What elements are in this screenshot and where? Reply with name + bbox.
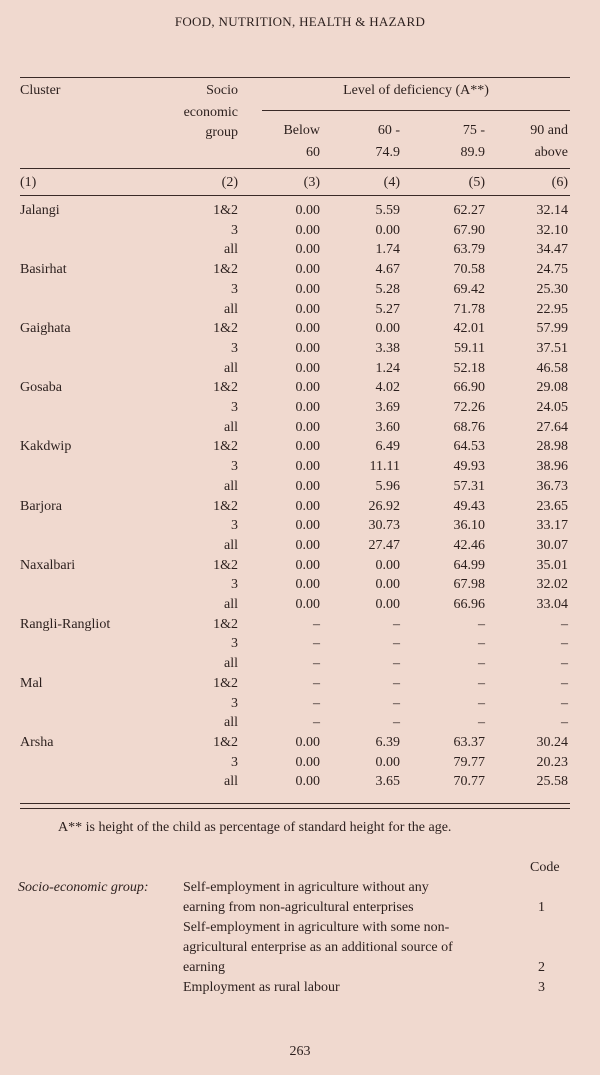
deficiency-value: 0.00 [295, 499, 320, 514]
header-bottom-rule [20, 168, 570, 169]
deficiency-value: 4.02 [375, 380, 400, 395]
socio-group: 1&2 [213, 380, 238, 395]
deficiency-value: 33.17 [536, 518, 568, 533]
header-subrule [262, 110, 570, 111]
header-socio-1: Socio [206, 83, 238, 98]
deficiency-value: – [478, 617, 485, 632]
socio-group: all [224, 479, 238, 494]
socio-group: 3 [231, 577, 238, 592]
deficiency-value: 24.75 [536, 262, 568, 277]
col-number-3: (3) [303, 175, 320, 190]
deficiency-value: 0.00 [295, 242, 320, 257]
cluster-name: Jalangi [20, 203, 60, 218]
cluster-name: Basirhat [20, 262, 67, 277]
deficiency-value: – [478, 715, 485, 730]
socio-group: all [224, 774, 238, 789]
deficiency-value: 5.27 [375, 302, 400, 317]
header-cluster: Cluster [20, 83, 61, 98]
deficiency-value: 0.00 [375, 755, 400, 770]
deficiency-value: 22.95 [536, 302, 568, 317]
legend-label: Socio-economic group: [18, 880, 149, 895]
deficiency-value: 11.11 [369, 459, 400, 474]
socio-group: 1&2 [213, 499, 238, 514]
legend-line: earning from non-agricultural enterprises [183, 900, 414, 915]
deficiency-value: 0.00 [295, 735, 320, 750]
deficiency-value: 3.65 [375, 774, 400, 789]
deficiency-value: 46.58 [536, 361, 568, 376]
legend-code: 1 [538, 900, 545, 915]
deficiency-value: 28.98 [536, 439, 568, 454]
socio-group: 3 [231, 341, 238, 356]
deficiency-value: – [478, 676, 485, 691]
deficiency-value: 0.00 [295, 774, 320, 789]
deficiency-value: 0.00 [295, 479, 320, 494]
header-90-1: 90 and [530, 123, 568, 138]
socio-group: 3 [231, 400, 238, 415]
deficiency-value: 30.73 [368, 518, 400, 533]
deficiency-value: 0.00 [295, 439, 320, 454]
deficiency-value: 25.30 [536, 282, 568, 297]
deficiency-value: – [393, 636, 400, 651]
deficiency-value: 34.47 [536, 242, 568, 257]
deficiency-value: 49.93 [453, 459, 485, 474]
deficiency-value: 1.74 [375, 242, 400, 257]
deficiency-value: 0.00 [375, 321, 400, 336]
deficiency-value: – [313, 696, 320, 711]
code-header: Code [530, 860, 560, 875]
deficiency-value: 0.00 [295, 361, 320, 376]
deficiency-value: 0.00 [375, 558, 400, 573]
deficiency-value: 0.00 [295, 755, 320, 770]
header-level: Level of deficiency (A**) [343, 83, 489, 98]
deficiency-value: 64.53 [453, 439, 485, 454]
deficiency-value: 0.00 [295, 459, 320, 474]
deficiency-value: 0.00 [295, 380, 320, 395]
deficiency-value: 27.64 [536, 420, 568, 435]
deficiency-value: 70.77 [453, 774, 485, 789]
deficiency-value: – [393, 696, 400, 711]
deficiency-value: 0.00 [375, 223, 400, 238]
socio-group: all [224, 656, 238, 671]
cluster-name: Barjora [20, 499, 62, 514]
cluster-name: Naxalbari [20, 558, 76, 573]
deficiency-value: 5.59 [375, 203, 400, 218]
deficiency-value: 3.38 [375, 341, 400, 356]
deficiency-value: 25.58 [536, 774, 568, 789]
deficiency-value: 35.01 [536, 558, 568, 573]
deficiency-value: 0.00 [295, 321, 320, 336]
deficiency-value: – [561, 617, 568, 632]
deficiency-value: 79.77 [453, 755, 485, 770]
header-75-1: 75 - [462, 123, 485, 138]
deficiency-value: 67.98 [453, 577, 485, 592]
cluster-name: Mal [20, 676, 43, 691]
table-bottom-rule-2 [20, 808, 570, 809]
socio-group: 3 [231, 518, 238, 533]
deficiency-value: – [393, 656, 400, 671]
deficiency-value: 66.90 [453, 380, 485, 395]
socio-group: 3 [231, 223, 238, 238]
legend-line: agricultural enterprise as an additional source of [183, 940, 453, 955]
socio-group: all [224, 538, 238, 553]
col-number-1: (1) [20, 175, 37, 190]
deficiency-value: – [313, 715, 320, 730]
deficiency-value: 0.00 [375, 577, 400, 592]
deficiency-value: 27.47 [368, 538, 400, 553]
deficiency-value: 0.00 [295, 223, 320, 238]
header-socio-2: economic [183, 105, 238, 120]
deficiency-value: 72.26 [453, 400, 485, 415]
deficiency-value: 37.51 [536, 341, 568, 356]
col-number-2: (2) [221, 175, 238, 190]
socio-group: 1&2 [213, 676, 238, 691]
deficiency-value: – [561, 696, 568, 711]
deficiency-value: 4.67 [375, 262, 400, 277]
col-number-4: (4) [383, 175, 400, 190]
deficiency-value: 64.99 [453, 558, 485, 573]
deficiency-value: 71.78 [453, 302, 485, 317]
cluster-name: Gosaba [20, 380, 62, 395]
col-number-rule [20, 195, 570, 196]
deficiency-value: 42.46 [453, 538, 485, 553]
deficiency-value: 57.31 [453, 479, 485, 494]
socio-group: all [224, 242, 238, 257]
deficiency-value: 30.07 [536, 538, 568, 553]
socio-group: 1&2 [213, 203, 238, 218]
deficiency-value: 6.49 [375, 439, 400, 454]
table-note: A** is height of the child as percentage of standard height for the age. [58, 820, 452, 835]
cluster-name: Kakdwip [20, 439, 72, 454]
socio-group: all [224, 715, 238, 730]
legend-line: Self-employment in agriculture without any [183, 880, 429, 895]
socio-group: all [224, 597, 238, 612]
deficiency-value: 0.00 [375, 597, 400, 612]
socio-group: 3 [231, 755, 238, 770]
col-number-5: (5) [468, 175, 485, 190]
deficiency-value: – [561, 636, 568, 651]
deficiency-value: 0.00 [295, 577, 320, 592]
socio-group: all [224, 302, 238, 317]
table-bottom-rule [20, 803, 570, 804]
table-top-rule [20, 77, 570, 78]
socio-group: 1&2 [213, 439, 238, 454]
deficiency-value: 36.10 [453, 518, 485, 533]
deficiency-value: 0.00 [295, 538, 320, 553]
col-number-6: (6) [551, 175, 568, 190]
deficiency-value: – [478, 696, 485, 711]
page-number: 263 [289, 1044, 311, 1059]
deficiency-value: – [313, 636, 320, 651]
deficiency-value: – [561, 676, 568, 691]
deficiency-value: 5.96 [375, 479, 400, 494]
deficiency-value: – [393, 676, 400, 691]
legend-line: Employment as rural labour [183, 980, 340, 995]
deficiency-value: 67.90 [453, 223, 485, 238]
socio-group: 3 [231, 696, 238, 711]
deficiency-value: – [313, 676, 320, 691]
deficiency-value: – [561, 715, 568, 730]
header-below-1: Below [283, 123, 320, 138]
deficiency-value: 0.00 [295, 203, 320, 218]
deficiency-value: 3.69 [375, 400, 400, 415]
deficiency-value: 69.42 [453, 282, 485, 297]
deficiency-value: 32.02 [536, 577, 568, 592]
deficiency-value: 52.18 [453, 361, 485, 376]
deficiency-value: 32.14 [536, 203, 568, 218]
deficiency-value: 0.00 [295, 558, 320, 573]
socio-group: 3 [231, 636, 238, 651]
socio-group: 1&2 [213, 735, 238, 750]
deficiency-value: 29.08 [536, 380, 568, 395]
deficiency-value: 30.24 [536, 735, 568, 750]
deficiency-value: – [478, 636, 485, 651]
header-socio-3: group [205, 125, 238, 140]
header-75-2: 89.9 [460, 145, 485, 160]
socio-group: 1&2 [213, 617, 238, 632]
legend-line: earning [183, 960, 225, 975]
deficiency-value: 0.00 [295, 518, 320, 533]
deficiency-value: – [393, 715, 400, 730]
cluster-name: Arsha [20, 735, 54, 750]
deficiency-value: 1.24 [375, 361, 400, 376]
deficiency-value: 57.99 [536, 321, 568, 336]
cluster-name: Gaighata [20, 321, 71, 336]
deficiency-value: 5.28 [375, 282, 400, 297]
legend-code: 2 [538, 960, 545, 975]
socio-group: 1&2 [213, 558, 238, 573]
socio-group: all [224, 420, 238, 435]
socio-group: 3 [231, 459, 238, 474]
deficiency-value: 26.92 [368, 499, 400, 514]
deficiency-value: 0.00 [295, 262, 320, 277]
running-head: FOOD, NUTRITION, HEALTH & HAZARD [174, 14, 426, 29]
deficiency-value: 33.04 [536, 597, 568, 612]
deficiency-value: – [561, 656, 568, 671]
header-90-2: above [534, 145, 568, 160]
deficiency-value: 24.05 [536, 400, 568, 415]
header-below-2: 60 [306, 145, 320, 160]
deficiency-value: 63.79 [453, 242, 485, 257]
deficiency-value: 6.39 [375, 735, 400, 750]
deficiency-value: 59.11 [454, 341, 485, 356]
deficiency-value: – [313, 617, 320, 632]
deficiency-value: 0.00 [295, 341, 320, 356]
deficiency-value: 20.23 [536, 755, 568, 770]
deficiency-value: – [313, 656, 320, 671]
socio-group: 1&2 [213, 321, 238, 336]
cluster-name: Rangli-Rangliot [20, 617, 111, 632]
legend-line: Self-employment in agriculture with some non- [183, 920, 450, 935]
deficiency-value: 42.01 [453, 321, 485, 336]
deficiency-value: 62.27 [453, 203, 485, 218]
deficiency-value: 38.96 [536, 459, 568, 474]
deficiency-value: 0.00 [295, 302, 320, 317]
header-60-2: 74.9 [375, 145, 400, 160]
socio-group: all [224, 361, 238, 376]
deficiency-value: 0.00 [295, 597, 320, 612]
deficiency-value: 36.73 [536, 479, 568, 494]
socio-group: 3 [231, 282, 238, 297]
deficiency-value: 70.58 [453, 262, 485, 277]
deficiency-value: – [393, 617, 400, 632]
deficiency-value: 0.00 [295, 400, 320, 415]
deficiency-value: 32.10 [536, 223, 568, 238]
header-60-1: 60 - [377, 123, 400, 138]
deficiency-value: 0.00 [295, 420, 320, 435]
socio-group: 1&2 [213, 262, 238, 277]
deficiency-value: 68.76 [453, 420, 485, 435]
legend-code: 3 [538, 980, 545, 995]
deficiency-value: 49.43 [453, 499, 485, 514]
deficiency-value: 3.60 [375, 420, 400, 435]
deficiency-value: 0.00 [295, 282, 320, 297]
deficiency-value: 66.96 [453, 597, 485, 612]
deficiency-value: – [478, 656, 485, 671]
deficiency-value: 23.65 [536, 499, 568, 514]
deficiency-value: 63.37 [453, 735, 485, 750]
